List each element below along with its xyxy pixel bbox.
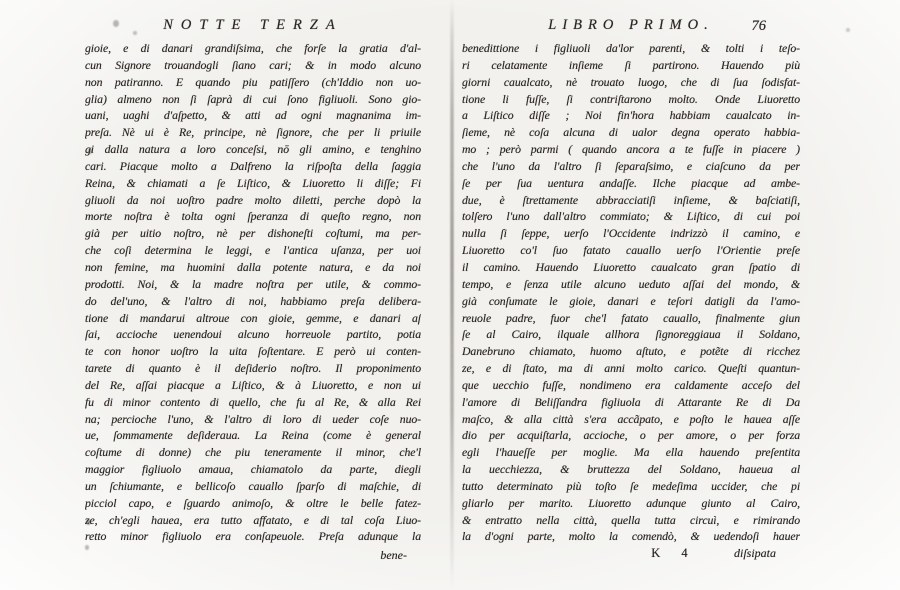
text-line: Danebruno chiamato, huomo aſtuto, e potẽte di ricchez <box>462 344 800 359</box>
text-line: la d'ogni parte, molto la comendò, & uedendoſi hauer <box>462 529 800 544</box>
left-text-block <box>85 41 421 546</box>
text-line: a Liſtico diſſe ; Noi fin'hora habbiam caualcato in- <box>462 108 800 123</box>
text-line: egli l'haueſſe per moglie. Ma ella hauendo preſentita <box>462 445 800 460</box>
right-footer-row <box>462 546 800 563</box>
scan-speck <box>133 31 137 35</box>
text-line: ze, ch'egli hauea, era tutto affatato, e di tal coſa Liuo- <box>85 512 421 527</box>
text-line: un ſchiumante, e bellicoſo cauallo ſparſo di maſchie, di <box>85 478 421 493</box>
text-line: picciol capo, e ſguardo animoſo, & oltre le belle fatez- <box>85 495 421 510</box>
text-line: que uecchio fuſſe, nondimeno era caldamente acceſo del <box>462 377 800 392</box>
text-line: & entratto nella città, quella tutta circuì, e rimirando <box>462 512 800 527</box>
scan-speck <box>86 519 91 525</box>
text-line: maſco, & alla città s'era accãpato, e poſto le hauea aſſe <box>462 411 800 426</box>
left-catchword: bene- <box>380 548 407 563</box>
right-page <box>462 16 800 563</box>
text-line: tarete di quanto è il deſiderio noſtro. Il proponimento <box>85 361 421 376</box>
text-line: mo ; però parmi ( quando ancora a te fuſſe in piacere ) <box>462 142 800 157</box>
text-line: non femine, ma huomini dalla potente natura, e da noi <box>85 259 421 274</box>
text-line: due, è ſtrettamente abbracciatiſi inſieme, & baſciatiſi, <box>462 192 800 207</box>
text-line: glia) almeno non ſi ſaprà di cui ſono figliuoli. Sono gio- <box>85 91 421 106</box>
left-catchword-row <box>85 546 421 563</box>
text-line: tione li fuſſe, ſi contriſtarono molto. Onde Liuoretto <box>462 91 800 106</box>
text-line: tione di mandarui altroue con gioie, gemme, e danari aſ <box>85 310 421 325</box>
text-line: il camino. Hauendo Liuoretto caualcato gran ſpatio di <box>462 259 800 274</box>
scan-speck <box>113 20 119 27</box>
text-line: Reina, & chiamati a ſe Liſtico, & Liuoretto li diſſe; Fi <box>85 175 421 190</box>
text-line: gioie, e di danari grandiſsima, che forſe la gratia d'al- <box>85 41 421 55</box>
text-line: nulla ſi ſeppe, uerſo l'Occidente indrizzò il camino, e <box>462 226 800 241</box>
text-line: tempo, e ſenza utile alcuno ueduto aſſai del mondo, & <box>462 276 800 291</box>
text-line: cun Signore trouandogli ſiano cari; & in modo alcuno <box>85 57 421 72</box>
text-line: prodotti. Noi, & la madre noſtra per utile, & commo- <box>85 276 421 291</box>
text-line: benedittione i figliuoli da'lor parenti, & tolti i teſo- <box>462 41 800 55</box>
text-line: che l'uno da l'altro ſi ſeparaſsimo, e ciaſcuno da per <box>462 158 800 173</box>
text-line: te con honor uoſtro la uita ſoſtentare. E però ui conten- <box>85 344 421 359</box>
text-line: gi dalla natura a loro conceſsi, nō gli amino, e tenghino <box>85 142 421 157</box>
text-line: fu di minor contento di quello, che fu al Re, & alla Rei <box>85 394 421 409</box>
right-running-head-row <box>462 16 800 38</box>
binding-gutter-crease <box>449 0 455 590</box>
text-line: non patiranno. E quando piu patiſſero (ch'Iddio non uo- <box>85 74 421 89</box>
text-line: maggior figliuolo amaua, chiamatolo da parte, diegli <box>85 462 421 477</box>
right-text-block <box>462 41 800 546</box>
text-line: uani, uaghi d'aſpetto, & atti ad ogni magnanima im- <box>85 108 421 123</box>
text-line: ri celatamente inſieme ſi partirono. Hauendo più <box>462 57 800 72</box>
right-running-head: LIBRO PRIMO. <box>548 17 714 33</box>
text-line: ſe per ſua uentura andaſſe. Ilche piacque ad ambe- <box>462 175 800 190</box>
text-line: ſe al Cairo, ilquale allhora ſignoreggiaua il Soldano, <box>462 327 800 342</box>
text-line: morte noſtra è tolta ogni ſperanza di queſto regno, non <box>85 209 421 224</box>
text-line: coſtume di donne) che piu teneramente il minor, che'l <box>85 445 421 460</box>
text-line: gliuoli da noi uoſtro padre molto diletti, perche dopò la <box>85 192 421 207</box>
text-line: Liuoretto co'l ſuo fatato cauallo uerſo l'Orientie preſe <box>462 243 800 258</box>
left-running-head: NOTTE TERZA <box>163 17 343 33</box>
right-catchword: diſsipata <box>733 546 776 561</box>
text-line: giorni caualcato, nè trouato luogo, che di ſua ſodisfat- <box>462 74 800 89</box>
text-line: na; percioche l'uno, & l'altro di loro di ueder coſe nuo- <box>85 411 421 426</box>
text-line: dio per acquiſtarla, accioche, o per amore, o per forza <box>462 428 800 443</box>
scan-speck <box>85 545 89 550</box>
text-line: preſa. Nè ui è Re, principe, nè ſignore, che per li priuile <box>85 125 421 140</box>
text-line: del Re, aſſai piacque a Liſtico, & à Liuoretto, e non ui <box>85 377 421 392</box>
text-line: che coſi determina le leggi, e l'antica uſanza, per uoi <box>85 243 421 258</box>
scan-speck <box>846 28 850 32</box>
text-line: tolſero l'uno dall'altro commiato; & Liſtico, di cui poi <box>462 209 800 224</box>
text-line: ze, e di ſtato, ma di anni molto carico. Queſti quantun- <box>462 361 800 376</box>
text-line: ſai, accioche uenendoui alcuno horreuole partito, potia <box>85 327 421 342</box>
text-line: cari. Piacque molto a Dalfreno la riſpoſta della ſaggia <box>85 158 421 173</box>
text-line: la uecchiezza, & bruttezza del Soldano, haueua al <box>462 462 800 477</box>
page-number: 76 <box>751 18 766 34</box>
text-line: ſieme, nè coſa alcuna di ualor degna operato habbia- <box>462 125 800 140</box>
scan-speck <box>88 148 92 154</box>
text-line: già conſumate le gioie, danari e teſori datigli da l'amo- <box>462 293 800 308</box>
text-line: gliarlo per marito. Liuoretto adunque giunto al Cairo, <box>462 495 800 510</box>
text-line: ue, ſommamente deſideraua. La Reina (come è general <box>85 428 421 443</box>
text-line: tutto determinato più toſto ſe medeſima uccider, che pi <box>462 478 800 493</box>
signature-mark: K 4 <box>651 546 688 561</box>
left-page <box>85 16 421 563</box>
text-line: reuole padre, fuor che'l fatato cauallo, finalmente giun <box>462 310 800 325</box>
text-line: do del'uno, & l'altro di noi, habbiamo preſa delibera- <box>85 293 421 308</box>
text-line: retto minor figliuolo era conſapeuole. Preſa adunque la <box>85 529 421 544</box>
text-line: l'amore di Beliſſandra figliuola di Attarante Re di Da <box>462 394 800 409</box>
text-line: già per uitio noſtro, nè per dishoneſti coſtumi, ma per- <box>85 226 421 241</box>
